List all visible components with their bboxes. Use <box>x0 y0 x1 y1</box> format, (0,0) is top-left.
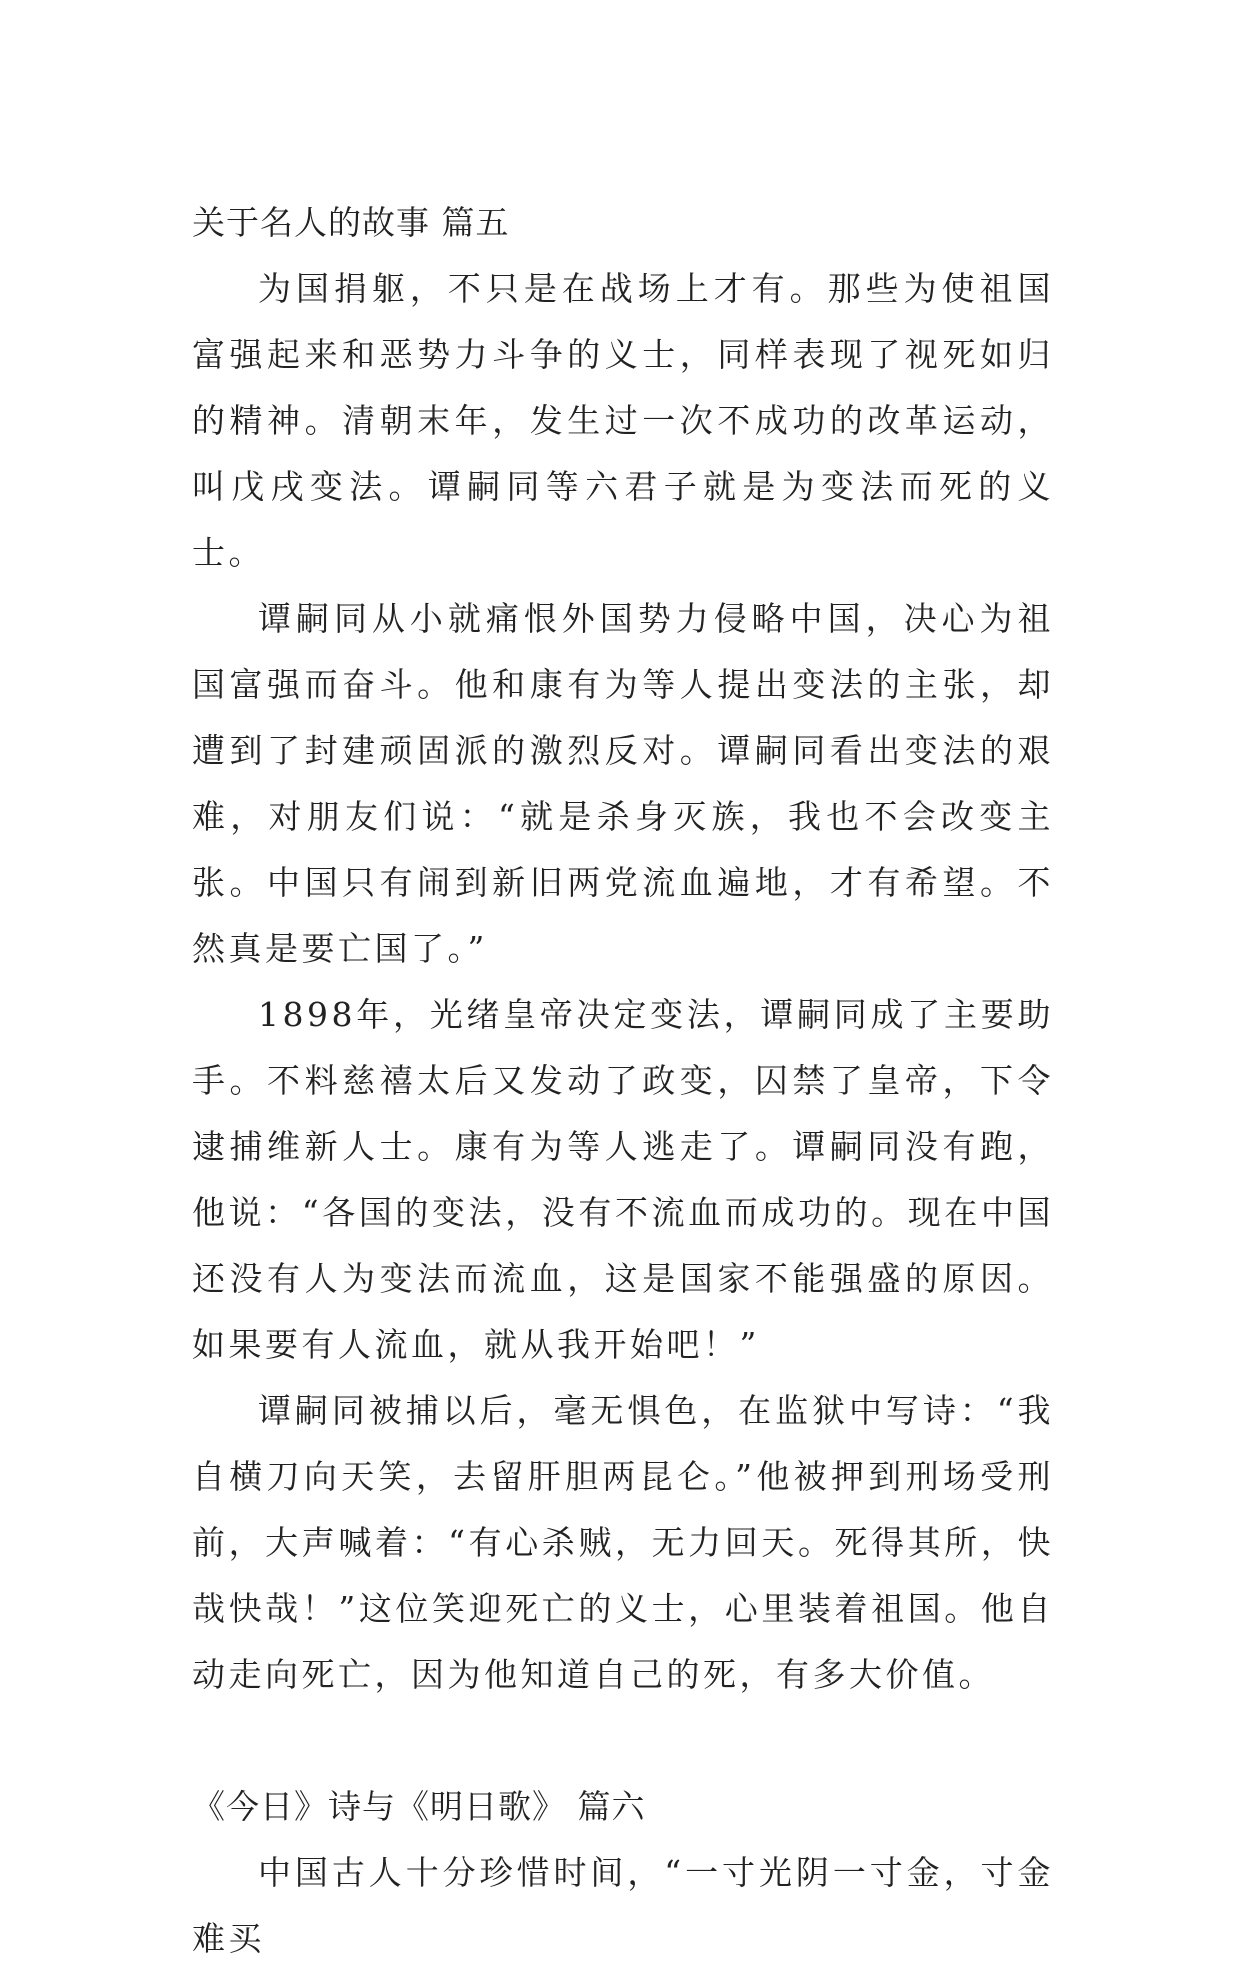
section-spacer <box>192 1708 1054 1774</box>
paragraph: 谭嗣同被捕以后，毫无惧色，在监狱中写诗：“我自横刀向天笑，去留肝胆两昆仑。”他被押到刑场受刑前，大声喊着：“有心杀贼，无力回天。死得其所，快哉快哉！”这位笑迎死亡的义士，心里装着祖国。他自动走向死亡，因为他知道自己的死，有多大价值。 <box>192 1391 1054 1694</box>
paragraph: 中国古人十分珍惜时间，“一寸光阴一寸金，寸金难买 <box>192 1853 1054 1958</box>
paragraph: 谭嗣同从小就痛恨外国势力侵略中国，决心为祖国富强而奋斗。他和康有为等人提出变法的主张，却遭到了封建顽固派的激烈反对。谭嗣同看出变法的艰难，对朋友们说：“就是杀身灭族，我也不会改变主张。中国只有闹到新旧两党流血遍地，才有希望。不然真是要亡国了。” <box>192 599 1054 968</box>
section-today-poem <box>192 1774 1054 1972</box>
paragraph: 1898年，光绪皇帝决定变法，谭嗣同成了主要助手。不料慈禧太后又发动了政变，囚禁了皇帝，下令逮捕维新人士。康有为等人逃走了。谭嗣同没有跑，他说：“各国的变法，没有不流血而成功的。现在中国还没有人为变法而流血，这是国家不能强盛的原因。如果要有人流血，就从我开始吧！” <box>192 995 1054 1364</box>
section-famous-people-story <box>192 190 1054 1708</box>
section-title: 关于名人的故事 篇五 <box>192 203 510 242</box>
document-page <box>192 190 1054 1972</box>
section-title: 《今日》诗与《明日歌》 篇六 <box>192 1787 646 1826</box>
paragraph: 为国捐躯，不只是在战场上才有。那些为使祖国富强起来和恶势力斗争的义士，同样表现了视死如归的精神。清朝末年，发生过一次不成功的改革运动，叫戊戌变法。谭嗣同等六君子就是为变法而死的义士。 <box>192 269 1054 572</box>
